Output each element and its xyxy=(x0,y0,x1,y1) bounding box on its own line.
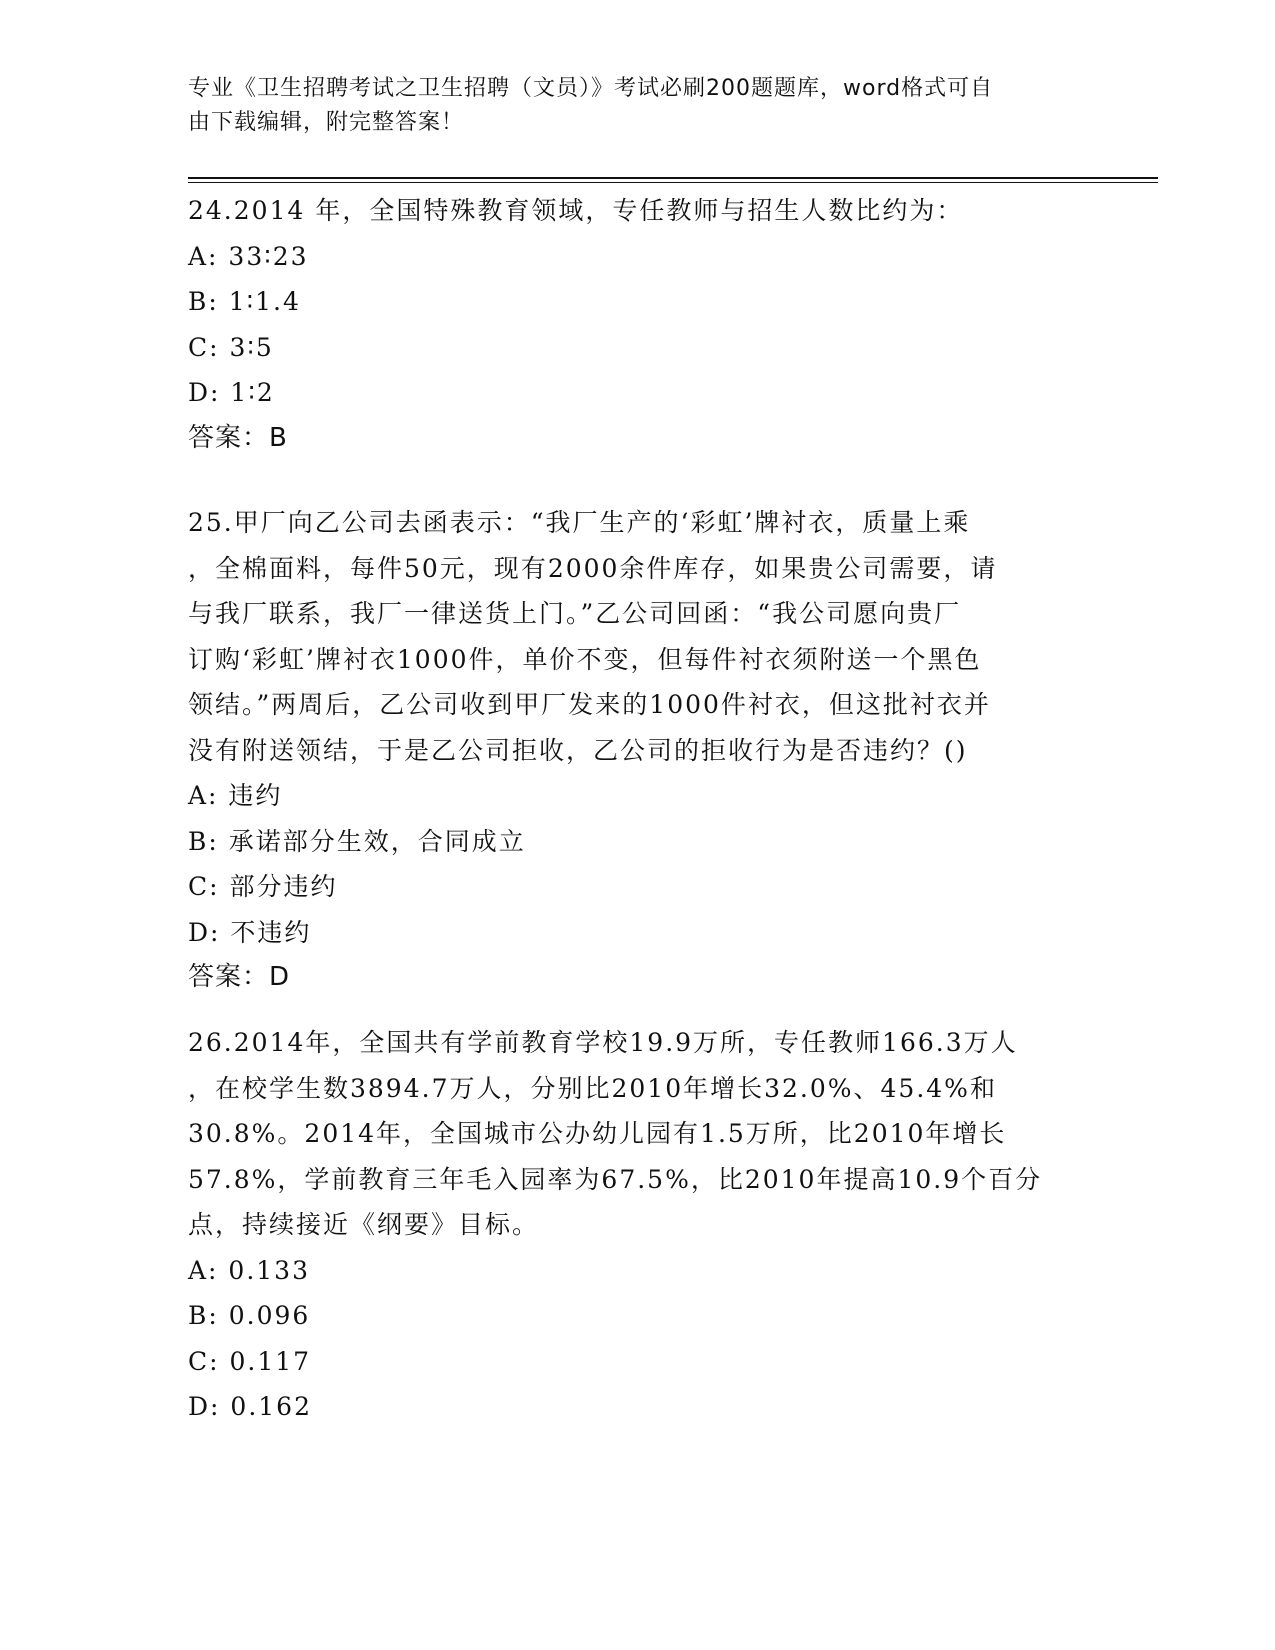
header-line-2: 由下载编辑，附完整答案！ xyxy=(188,110,465,135)
question-stem-line: 点，持续接近《纲要》目标。 xyxy=(188,1210,540,1239)
question-24 xyxy=(188,188,1088,461)
document-header xyxy=(188,72,1068,140)
option-d: D: 0.162 xyxy=(188,1392,312,1421)
question-26 xyxy=(188,1020,1088,1430)
question-stem-line: 订购‘彩虹’牌衬衣1000件，单价不变，但每件衬衣须附送一个黑色 xyxy=(188,644,982,674)
header-divider-thick xyxy=(188,177,1158,179)
answer-label: 答案：B xyxy=(188,422,288,453)
option-a: A: 33∶23 xyxy=(188,241,309,271)
question-stem-line: 57.8%，学前教育三年毛入园率为67.5%，比2010年提高10.9个百分 xyxy=(188,1164,1043,1194)
header-line-1: 专业《卫生招聘考试之卫生招聘（文员）》考试必刷200题题库，word格式可自 xyxy=(188,76,994,101)
option-d: D: 1∶2 xyxy=(188,378,275,407)
answer-label: 答案：D xyxy=(188,962,291,992)
option-d: D: 不违约 xyxy=(188,917,312,947)
option-a: A: 0.133 xyxy=(188,1255,310,1285)
question-stem-line: ，在校学生数3894.7万人，分别比2010年增长32.0%、45.4%和 xyxy=(188,1073,997,1103)
question-25 xyxy=(188,500,1088,1001)
option-b: B: 0.096 xyxy=(188,1301,311,1330)
question-stem-line: 26.2014年，全国共有学前教育学校19.9万所，专任教师166.3万人 xyxy=(188,1028,1018,1057)
question-stem-line: 没有附送领结，于是乙公司拒收，乙公司的拒收行为是否违约？() xyxy=(188,735,968,765)
option-c: C: 部分违约 xyxy=(188,872,338,901)
option-a: A: 违约 xyxy=(188,781,283,810)
question-stem-line: 25.甲厂向乙公司去函表示：“我厂生产的‘彩虹’牌衬衣，质量上乘 xyxy=(188,508,971,537)
question-stem: 24.2014 年，全国特殊教育领域，专任教师与招生人数比约为： xyxy=(188,196,964,225)
question-stem-line: 30.8%。2014年，全国城市公办幼儿园有1.5万所，比2010年增长 xyxy=(188,1119,1007,1148)
question-stem-line: ，全棉面料，每件50元，现有2000余件库存，如果贵公司需要，请 xyxy=(188,553,998,583)
question-stem-line: 领结。”两周后，乙公司收到甲厂发来的1000件衬衣，但这批衬衣并 xyxy=(188,690,991,719)
option-c: C: 3∶5 xyxy=(188,332,274,362)
question-stem-line: 与我厂联系，我厂一律送货上门。”乙公司回函：“我公司愿向贵厂 xyxy=(188,599,962,628)
option-b: B: 承诺部分生效，合同成立 xyxy=(188,826,526,856)
option-b: B: 1∶1.4 xyxy=(188,287,301,316)
header-divider-thin xyxy=(188,182,1158,183)
option-c: C: 0.117 xyxy=(188,1346,312,1376)
